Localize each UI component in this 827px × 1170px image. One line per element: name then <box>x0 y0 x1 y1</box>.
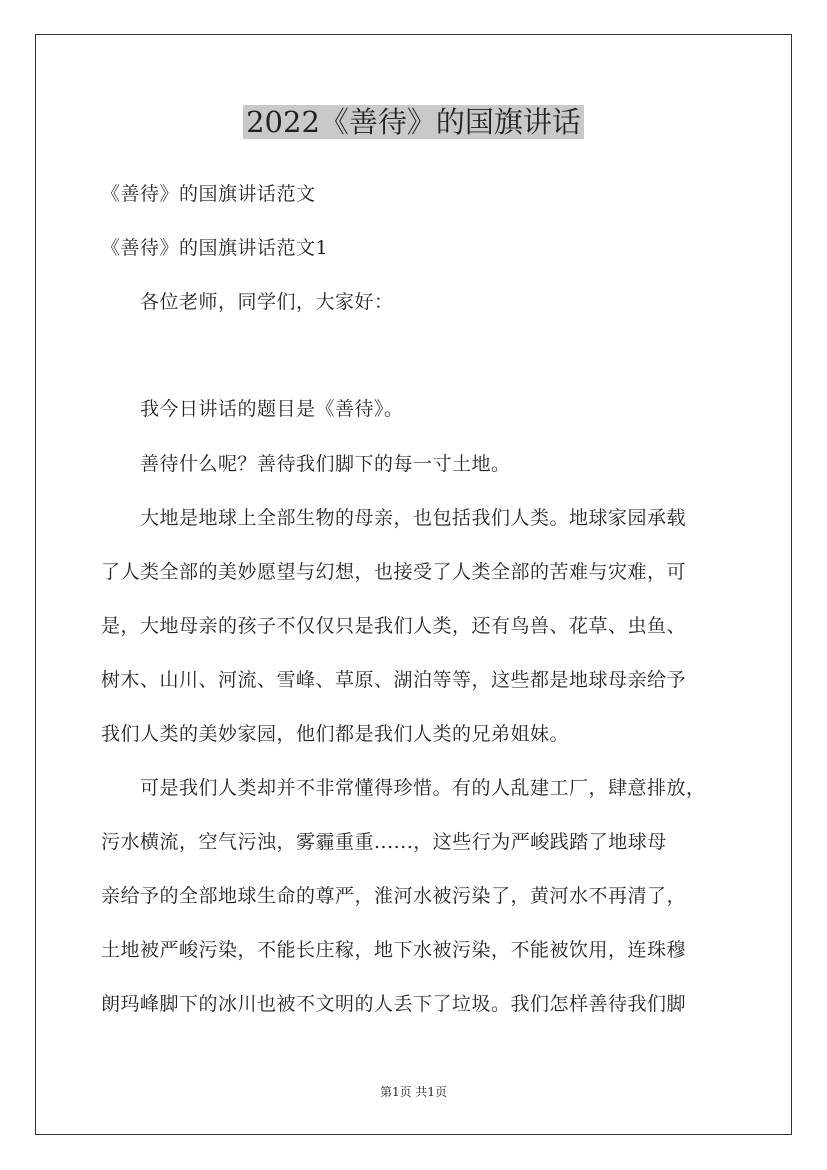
text-line: 树木、山川、河流、雪峰、草原、湖泊等等，这些都是地球母亲给予 <box>101 669 687 691</box>
text-line: 《善待》的国旗讲话范文1 <box>101 237 329 259</box>
text-line: 土地被严峻污染，不能长庄稼，地下水被污染，不能被饮用，连珠穆 <box>101 939 687 961</box>
text-line: 大地是地球上全部生物的母亲，也包括我们人类。地球家园承载 <box>101 507 687 529</box>
text-line: 《善待》的国旗讲话范文 <box>101 183 316 205</box>
text-line: 污水横流，空气污浊，雾霾重重......，这些行为严峻践踏了地球母 <box>101 831 667 853</box>
text-line: 了人类全部的美妙愿望与幻想，也接受了人类全部的苦难与灾难，可 <box>101 561 687 583</box>
text-line: 我们人类的美妙家园，他们都是我们人类的兄弟姐妹。 <box>101 723 570 745</box>
document-title <box>0 100 827 144</box>
text-line: 我今日讲话的题目是《善待》。 <box>101 398 404 420</box>
text-line: 善待什么呢？善待我们脚下的每一寸土地。 <box>101 453 511 475</box>
page-number: 第1页 共1页 <box>379 1085 448 1099</box>
text-line: 亲给予的全部地球生命的尊严，淮河水被污染了，黄河水不再清了， <box>101 885 687 907</box>
text-line: 可是我们人类却并不非常懂得珍惜。有的人乱建工厂，肆意排放， <box>101 777 706 799</box>
text-line: 朗玛峰脚下的冰川也被不文明的人丢下了垃圾。我们怎样善待我们脚 <box>101 993 687 1015</box>
text-line: 各位老师，同学们，大家好： <box>101 291 394 313</box>
document-title-text: 2022《善待》的国旗讲话 <box>243 105 584 139</box>
text-line: 是，大地母亲的孩子不仅仅只是我们人类，还有鸟兽、花草、虫鱼、 <box>101 615 687 637</box>
